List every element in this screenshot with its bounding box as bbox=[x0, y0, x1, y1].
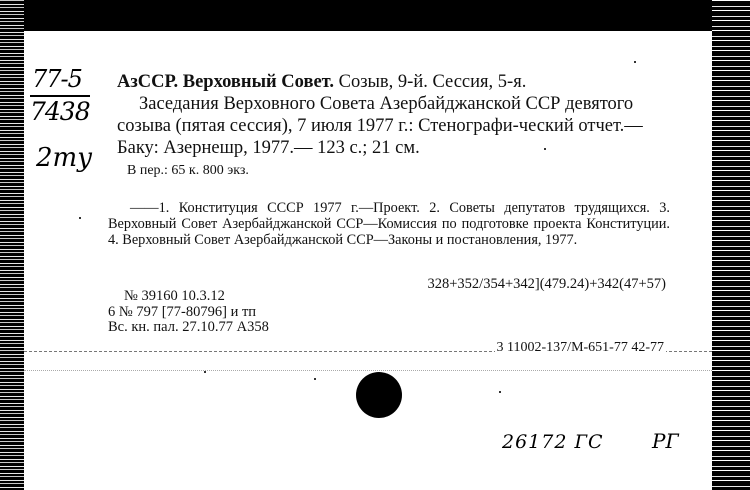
speck bbox=[634, 61, 636, 63]
speck bbox=[79, 217, 81, 219]
bibliographic-entry bbox=[117, 71, 677, 159]
subject-tracings bbox=[108, 200, 670, 248]
classification-number: 328+352/354+342](479.24)+342(47+57) bbox=[427, 276, 666, 292]
call-number-line3: 2ту bbox=[36, 143, 93, 173]
entry-title: Заседания Верховного Совета Азербайджанской ССР девятого созыва (пятая сессия), 7 июля 1977 г.: Стенографи-ческий отчет.— Баку: Азернешр, 1977.— 123 с.; 21 см. bbox=[117, 94, 643, 158]
card-number-line3: Вс. кн. пал. 27.10.77 А358 bbox=[108, 319, 269, 335]
card-number-line2: 6 № 797 [77-80796] и тп bbox=[108, 303, 257, 320]
speck bbox=[314, 378, 316, 380]
handwritten-initials: РГ bbox=[652, 429, 679, 453]
publisher-code: 3 11002-137/М-651-77 42-77 bbox=[496, 340, 664, 355]
accession-number: 26172 ГС bbox=[502, 431, 604, 453]
catalog-card bbox=[24, 31, 712, 490]
punch-hole bbox=[356, 372, 402, 418]
card-number-line1: № 39160 10.3.12 bbox=[124, 288, 225, 304]
speck bbox=[544, 148, 546, 150]
speck bbox=[499, 391, 501, 393]
speck bbox=[204, 371, 206, 373]
call-number-line1: 77-5 bbox=[32, 65, 82, 93]
scan-edge-left bbox=[0, 0, 24, 490]
scan-edge-right bbox=[712, 0, 750, 490]
binding-price: В пер.: 65 к. 800 экз. bbox=[127, 163, 249, 178]
entry-heading-rest: Созыв, 9-й. Сессия, 5-я. bbox=[333, 72, 527, 92]
dotted-rule bbox=[24, 370, 712, 371]
card-numbers bbox=[108, 289, 269, 336]
tracings-text: ——1. Конституция СССР 1977 г.—Проект. 2. Советы депутатов трудящихся. 3. Верховный Совет Азербайджанской ССР—Комиссия по подготовке проекта Конституции. 4. Верховный Совет Азербайджанской ССР—Законы и постановления, 1977. bbox=[108, 200, 670, 248]
call-number-line2: 7438 bbox=[30, 97, 90, 126]
entry-heading: АзССР. Верховный Совет. bbox=[117, 72, 334, 92]
